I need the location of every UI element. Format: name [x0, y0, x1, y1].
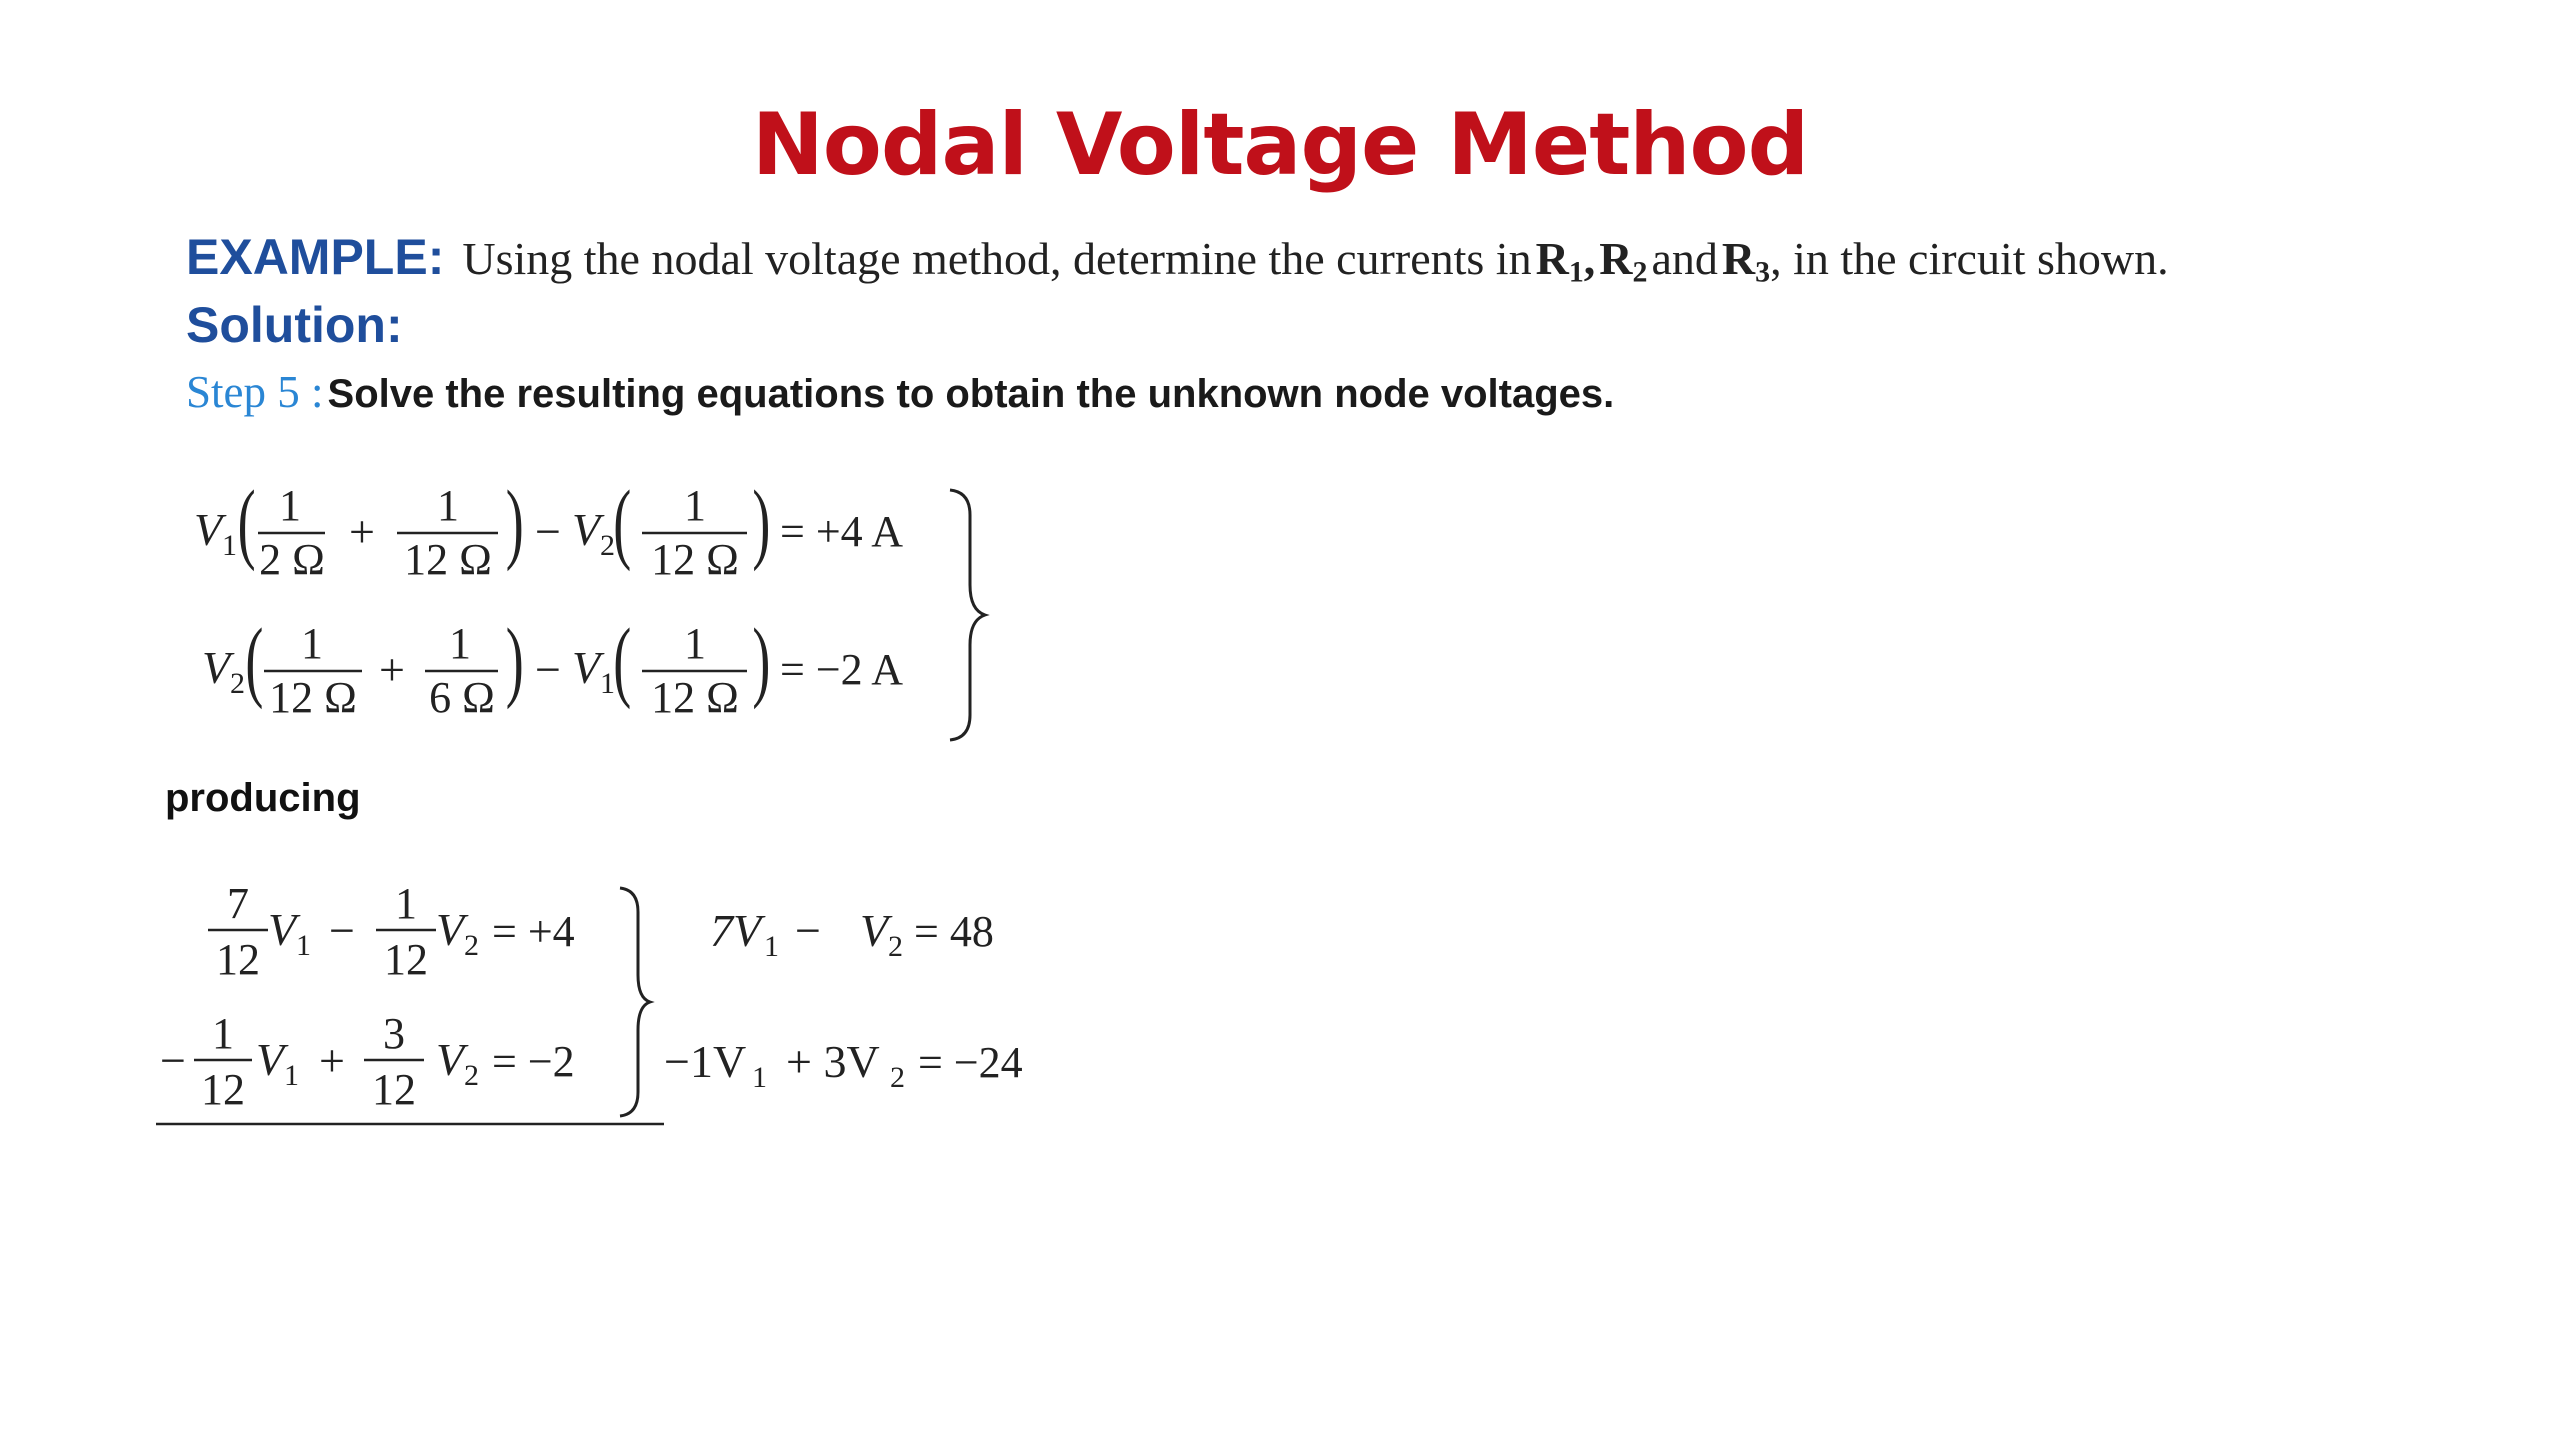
equation-system-2: [150, 870, 1110, 1140]
svg-text:= +4 A: = +4 A: [780, 507, 903, 556]
svg-text:7: 7: [227, 879, 249, 928]
right-brace-1: [950, 490, 985, 740]
svg-text:2 Ω: 2 Ω: [259, 535, 325, 584]
svg-text:1: 1: [284, 1059, 299, 1092]
svg-text:12 Ω: 12 Ω: [269, 673, 357, 722]
svg-text:1: 1: [212, 1009, 234, 1058]
r2-label: $R_2$: [1599, 233, 1648, 289]
svg-text:(: (: [613, 473, 632, 573]
svg-text:2: 2: [230, 667, 245, 700]
svg-text:= +4: = +4: [492, 907, 575, 956]
svg-text:12 Ω: 12 Ω: [651, 535, 739, 584]
paren-open: (: [237, 473, 256, 573]
svg-text:= 48: = 48: [914, 907, 994, 956]
svg-text:V: V: [572, 504, 601, 555]
example-line: [186, 228, 2169, 289]
svg-text:−: −: [160, 1035, 186, 1086]
svg-text:V: V: [860, 905, 889, 956]
simplified-equation-2: [664, 1036, 1023, 1094]
svg-text:2: 2: [464, 1059, 479, 1092]
svg-text:12: 12: [201, 1065, 245, 1114]
r1-label: $R_1$: [1535, 233, 1584, 289]
svg-text:1: 1: [296, 929, 311, 962]
reduced-equation-2: [160, 1009, 575, 1114]
right-brace-2: [620, 888, 650, 1116]
comma: ,: [1583, 233, 1596, 284]
svg-text:12 Ω: 12 Ω: [651, 673, 739, 722]
reduced-equation-1: [208, 879, 575, 984]
svg-text:+ 3V: + 3V: [786, 1036, 880, 1087]
equation-2: [202, 611, 903, 722]
svg-text:12 Ω: 12 Ω: [404, 535, 492, 584]
example-text-pre: Using the nodal voltage method, determine the currents in: [462, 233, 1532, 284]
svg-text:−: −: [795, 905, 821, 956]
step-line: [186, 366, 1614, 418]
step-label: Step 5 :: [186, 367, 324, 417]
svg-text:3: 3: [383, 1009, 405, 1058]
example-text-post: , in the circuit shown.: [1770, 233, 2169, 284]
solution-label: Solution:: [186, 297, 403, 353]
svg-text:12: 12: [384, 935, 428, 984]
svg-text:12: 12: [216, 935, 260, 984]
svg-text:−: −: [535, 644, 561, 695]
svg-text:1: 1: [684, 619, 706, 668]
svg-text:= −24: = −24: [918, 1038, 1023, 1087]
svg-text:2: 2: [464, 929, 479, 962]
svg-text:(: (: [613, 611, 632, 711]
svg-text:7V: 7V: [710, 905, 762, 956]
step-text: Solve the resulting equations to obtain the unknown node voltages.: [327, 372, 1615, 416]
svg-text:−1V: −1V: [664, 1036, 747, 1087]
svg-text:6 Ω: 6 Ω: [429, 673, 495, 722]
svg-text:1: 1: [449, 619, 471, 668]
svg-text:1: 1: [222, 529, 237, 562]
svg-text:1: 1: [752, 1061, 767, 1094]
svg-text:= −2: = −2: [492, 1037, 575, 1086]
example-label: EXAMPLE:: [186, 229, 445, 285]
paren-close: ): [505, 473, 524, 573]
svg-text:1: 1: [395, 879, 417, 928]
svg-text:1: 1: [437, 481, 459, 530]
and-text: and: [1651, 233, 1718, 284]
svg-text:1: 1: [600, 667, 615, 700]
svg-text:−: −: [535, 506, 561, 557]
svg-text:V: V: [256, 1034, 285, 1085]
svg-text:1: 1: [301, 619, 323, 668]
svg-text:1: 1: [684, 481, 706, 530]
slide-title: Nodal Voltage Method: [751, 95, 1809, 195]
svg-text:+: +: [379, 644, 405, 695]
svg-text:(: (: [245, 611, 264, 711]
equation-system-1: [180, 470, 1000, 760]
svg-text:V: V: [436, 904, 465, 955]
svg-text:+: +: [319, 1035, 345, 1086]
equation-1: [194, 473, 903, 584]
svg-text:−: −: [329, 905, 355, 956]
svg-text:2: 2: [888, 930, 903, 963]
svg-text:V: V: [202, 642, 231, 693]
svg-text:): ): [505, 611, 524, 711]
svg-text:2: 2: [600, 529, 615, 562]
svg-text:1: 1: [279, 481, 301, 530]
svg-text:V: V: [194, 504, 223, 555]
producing-label: producing: [165, 776, 361, 820]
r3-label: $R_3$: [1721, 233, 1771, 289]
svg-text:V: V: [268, 904, 297, 955]
simplified-equation-1: [710, 905, 994, 963]
svg-text:V: V: [572, 642, 601, 693]
svg-text:): ): [752, 611, 771, 711]
svg-text:+: +: [349, 506, 375, 557]
svg-text:12: 12: [372, 1065, 416, 1114]
svg-text:= −2 A: = −2 A: [780, 645, 903, 694]
svg-text:2: 2: [890, 1061, 905, 1094]
svg-text:): ): [752, 473, 771, 573]
svg-text:1: 1: [764, 930, 779, 963]
svg-text:V: V: [436, 1034, 465, 1085]
